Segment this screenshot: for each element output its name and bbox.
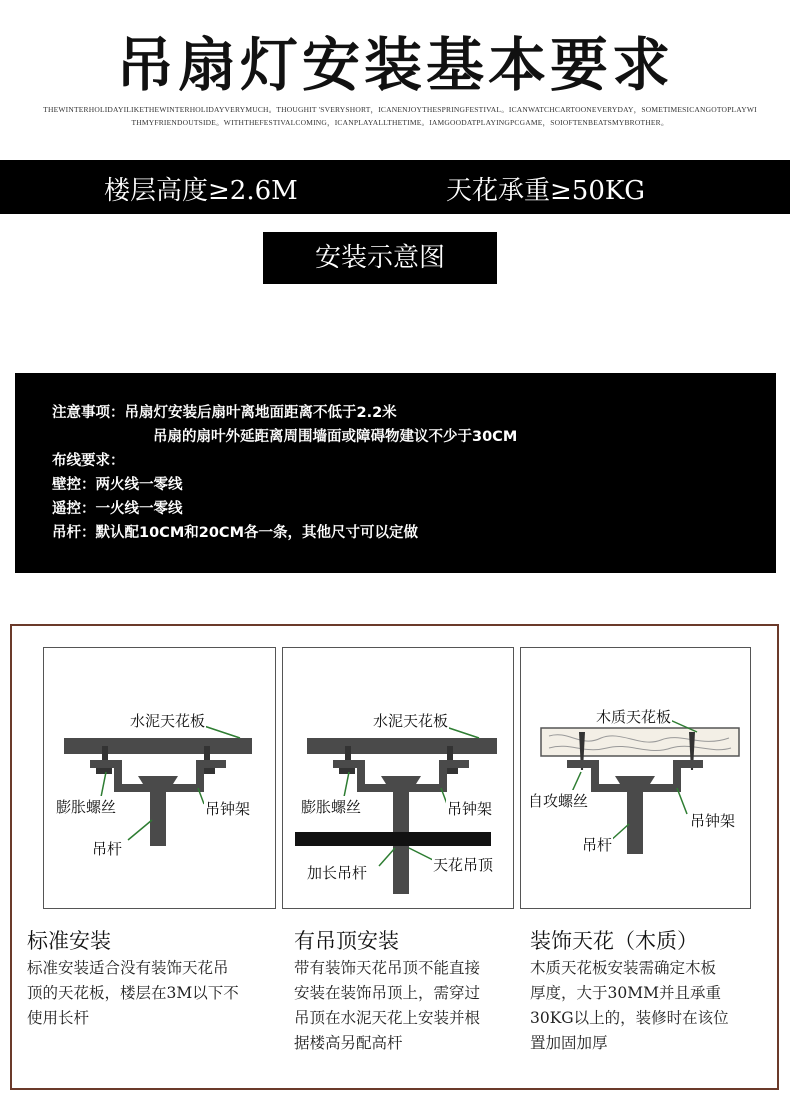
- desc-line: 据楼高另配高杆: [294, 1034, 403, 1052]
- rod-label: 吊杆: [92, 840, 123, 858]
- english-text-line-1: THEWINTERHOLIDAYILIKETHEWINTERHOLIDAYVERYMUCH。THOUGHIT 'SVERYSHORT，ICANENJOYTHESPRINGFESTIVAL。ICANWATCHCARTOONEVERYDAY，SOMETIMESICANGOTOPLAYWI: [43, 105, 757, 114]
- bolt-label: 膨胀螺丝: [56, 798, 117, 816]
- floor-height-requirement: 楼层高度≥2.6M: [104, 176, 298, 206]
- desc-line: 木质天花板安装需确定木板: [530, 959, 717, 977]
- desc-line: 安装在装饰吊顶上，需穿过: [294, 984, 481, 1002]
- rod-label: 加长吊杆: [307, 864, 368, 882]
- ceiling-load-requirement: 天花承重≥50KG: [446, 176, 646, 206]
- standard-install-diagram: [43, 647, 276, 909]
- false-ceiling-install-title: 有吊顶安装: [294, 929, 399, 953]
- desc-line: 使用长杆: [27, 1009, 90, 1027]
- notice-line: 吊杆：默认配10CM和20CM各一条，其他尺寸可以定做: [52, 525, 418, 541]
- false-ceiling-install-desc: [294, 956, 480, 1056]
- ceiling-label: 木质天花板: [596, 708, 672, 726]
- notice-line: 遥控：一火线一零线: [52, 501, 183, 517]
- desc-line: 置加固加厚: [530, 1034, 608, 1052]
- bracket-label: 吊钟架: [447, 800, 493, 818]
- bolt-label: 自攻螺丝: [528, 792, 589, 810]
- wooden-ceiling-install-desc: [530, 956, 729, 1056]
- standard-install-desc: [27, 956, 239, 1031]
- false-ceiling-label: 天花吊顶: [433, 856, 494, 874]
- diagram-section-title: 安装示意图: [263, 232, 497, 284]
- wooden-ceiling-install-title: 装饰天花（木质）: [530, 929, 698, 953]
- standard-install-illustration: [44, 648, 277, 910]
- notice-line: 吊扇的扇叶外延距离周围墙面或障碍物建议不少于30CM: [153, 429, 518, 445]
- ceiling-label: 水泥天花板: [373, 712, 449, 730]
- desc-line: 30KG以上的，装修时在该位: [530, 1009, 729, 1027]
- false-ceiling-install-diagram: [282, 647, 514, 909]
- notice-line: 壁控：两火线一零线: [52, 477, 183, 493]
- desc-line: 吊顶在水泥天花上安装并根: [294, 1009, 481, 1027]
- wooden-ceiling-install-illustration: [521, 648, 752, 910]
- ceiling-label: 水泥天花板: [130, 712, 206, 730]
- standard-install-title: 标准安装: [27, 929, 111, 953]
- bolt-label: 膨胀螺丝: [301, 798, 362, 816]
- rod-label: 吊杆: [582, 836, 613, 854]
- desc-line: 厚度，大于30MM并且承重: [530, 984, 721, 1002]
- wooden-ceiling-install-diagram: [520, 647, 751, 909]
- notice-line: 布线要求：: [52, 453, 125, 469]
- desc-line: 顶的天花板，楼层在3M以下不: [27, 984, 239, 1002]
- desc-line: 标准安装适合没有装饰天花吊: [27, 959, 229, 977]
- requirements-band: [0, 160, 790, 214]
- english-text-line-2: THMYFRIENDOUTSIDE。WITHTHEFESTIVALCOMING，ICANPLAYALLTHETIME。IAMGOODATPLAYINGPCGAME，SOIOFTENBEATSMYBROTHER。: [131, 118, 669, 127]
- notice-line: 注意事项：吊扇灯安装后扇叶离地面距离不低于2.2米: [52, 405, 397, 421]
- page-title: 吊扇灯安装基本要求: [115, 31, 674, 99]
- bracket-label: 吊钟架: [205, 800, 251, 818]
- bracket-label: 吊钟架: [690, 812, 736, 830]
- desc-line: 带有装饰天花吊顶不能直接: [294, 959, 481, 977]
- notice-box: [15, 373, 776, 573]
